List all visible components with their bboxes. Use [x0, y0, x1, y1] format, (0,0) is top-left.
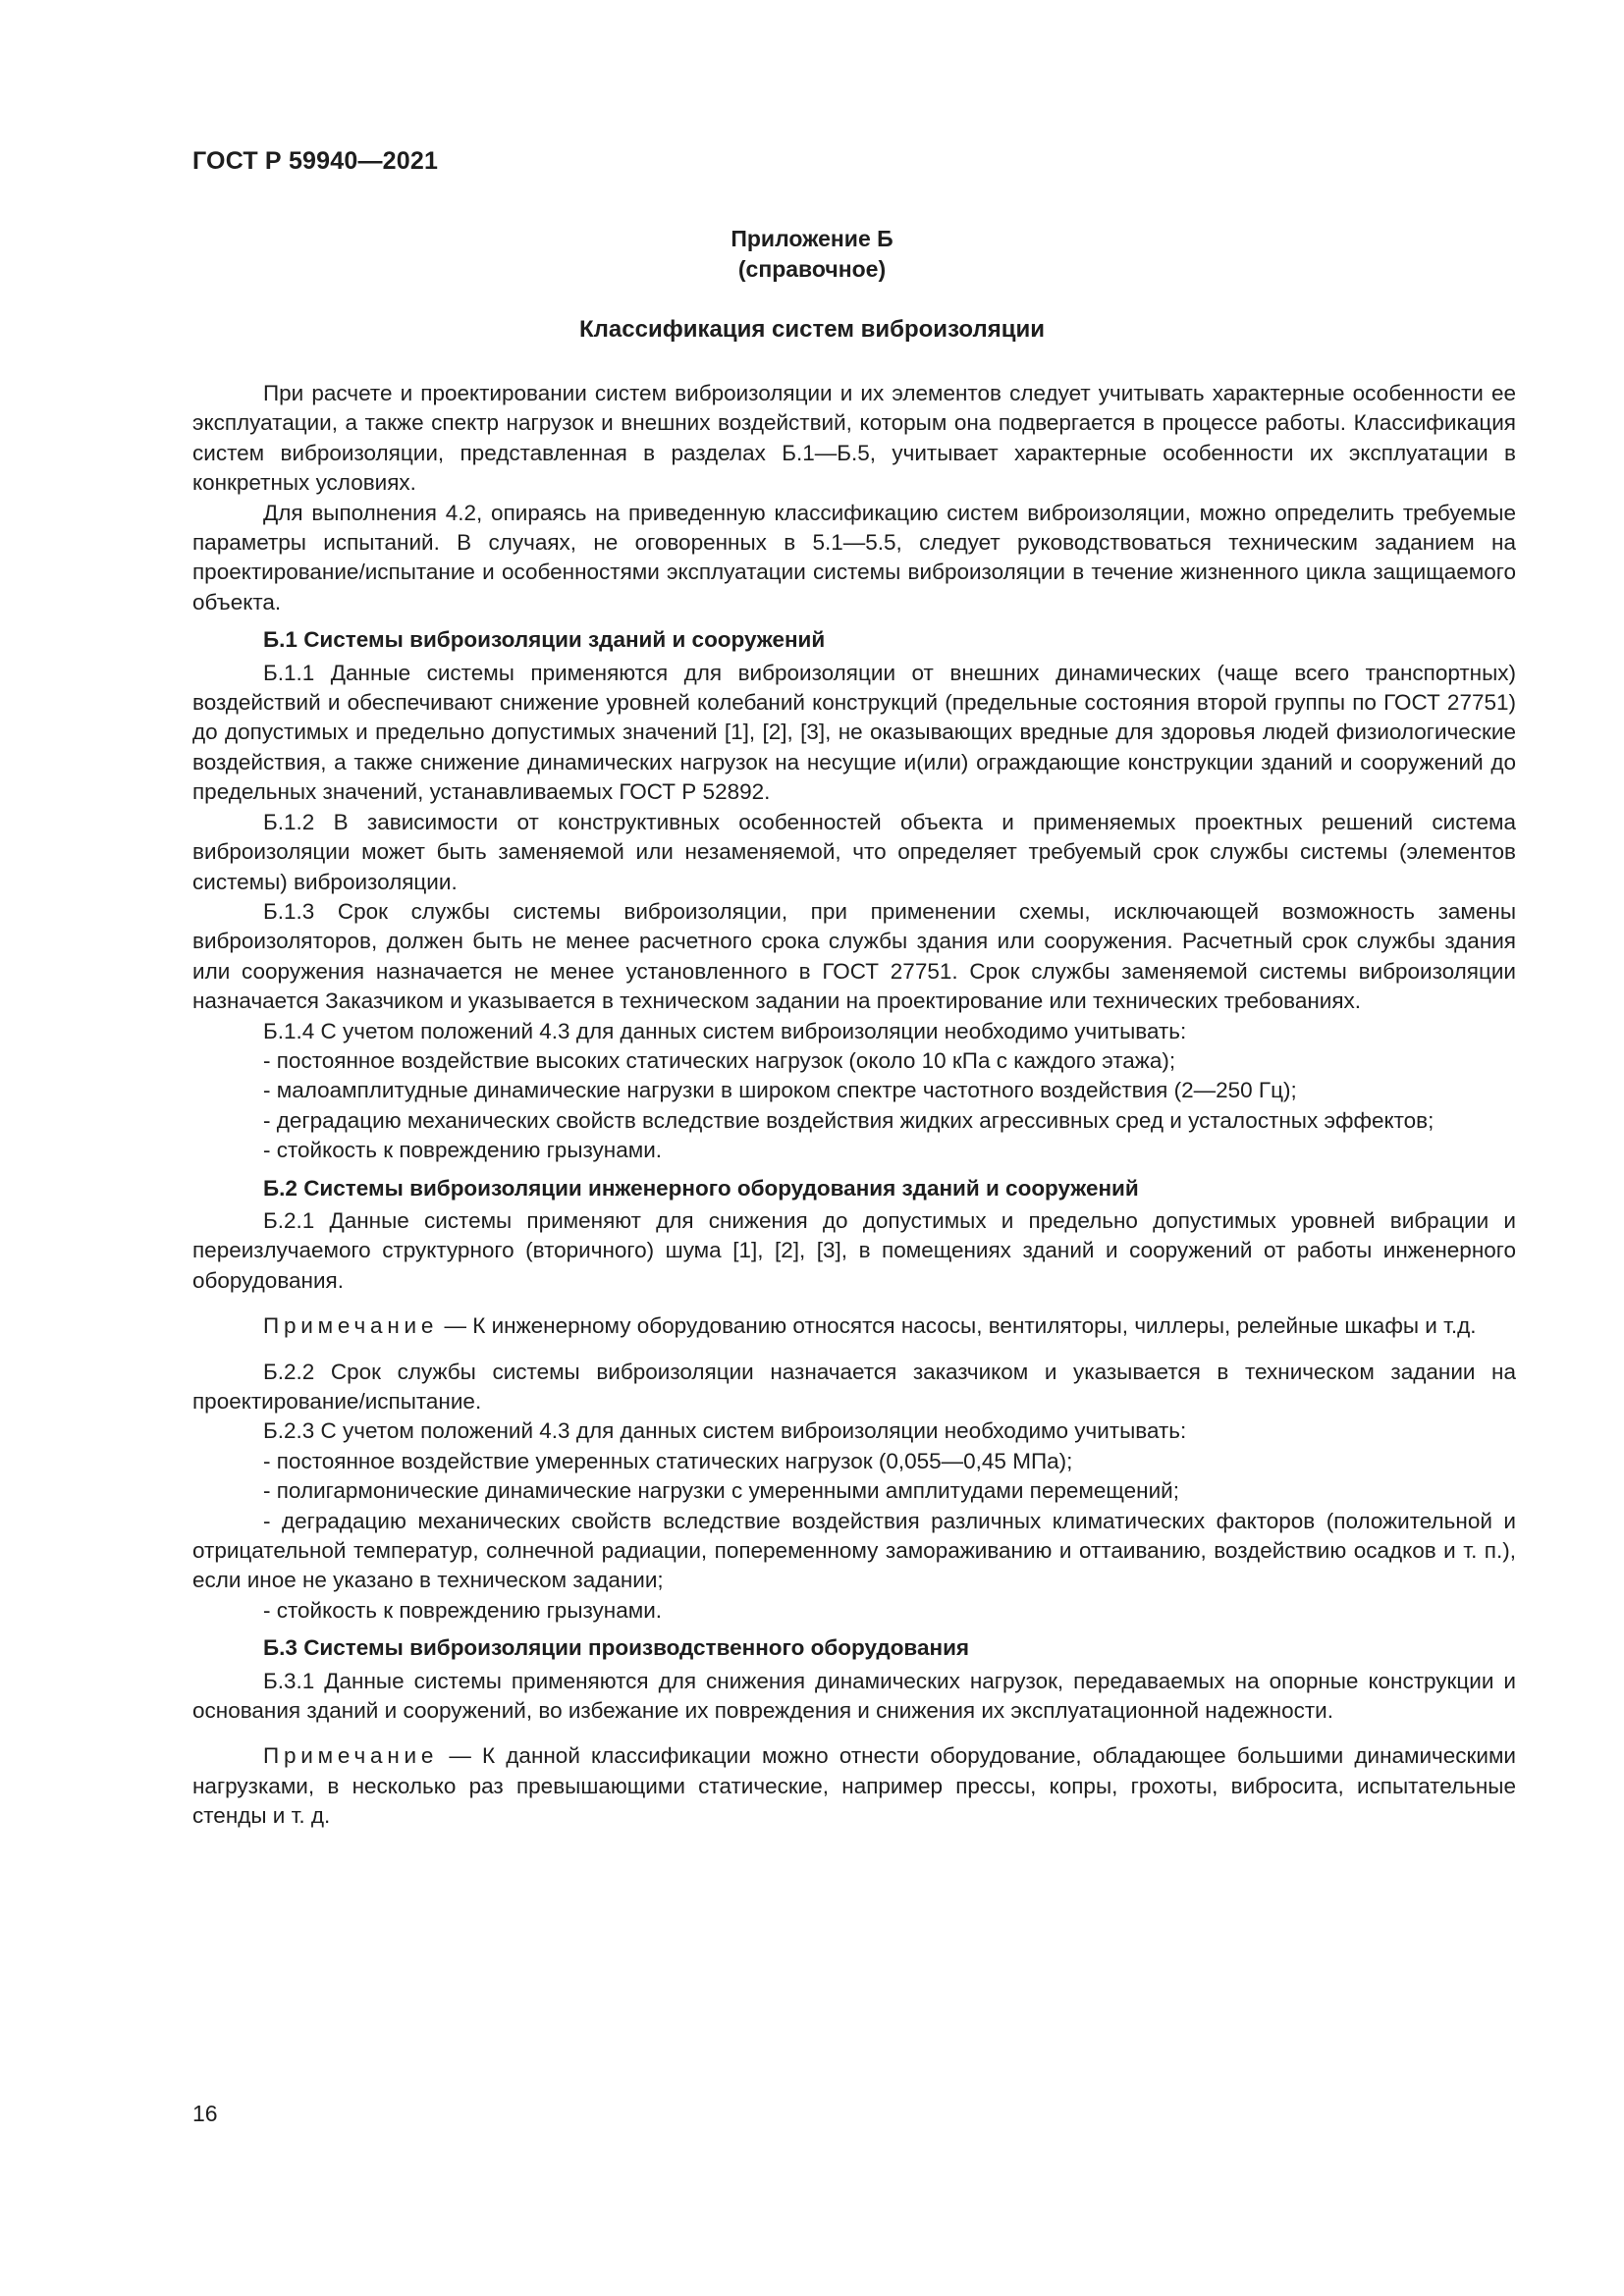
- list-item: - полигармонические динамические нагрузки с умеренными амплитудами перемещений;: [263, 1478, 1179, 1504]
- list-item: - деградацию механических свойств вследствие воздействия различных климатических факторов (положительной и отрицательной температур, солнечной радиации, попеременному замораживанию и оттаиванию, воздействию осадков и т. п.), если иное не указано в техническом задании;: [192, 1508, 1516, 1593]
- section-heading-b3: Б.3 Системы виброизоляции производственного оборудования: [263, 1635, 970, 1661]
- appendix-title: [0, 224, 1624, 285]
- note-b2: [192, 1311, 1516, 1341]
- page-title: Классификация систем виброизоляции: [579, 316, 1045, 343]
- list-item: - деградацию механических свойств вследствие воздействия жидких агрессивных сред и усталостных эффектов;: [263, 1107, 1435, 1133]
- note-text: — К инженерному оборудованию относятся насосы, вентиляторы, чиллеры, релейные шкафы и т.д.: [438, 1313, 1477, 1339]
- list-item: - стойкость к повреждению грызунами.: [263, 1138, 663, 1163]
- paragraph-b1-1: Б.1.1 Данные системы применяются для виброизоляции от внешних динамических (чаще всего транспортных) воздействий и обеспечивают снижение уровней колебаний конструкций (предельные состояния второй группы по ГОСТ 27751) до допустимых и предельно допустимых значений [1], [2], [3], не оказывающих вредные для здоровья людей физиологические воздействия, а также снижение динамических нагрузок на несущие и(или) ограждающие конструкции зданий и сооружений до предельных значений, устанавливаемых ГОСТ Р 52892.: [192, 660, 1516, 805]
- note-text: — К данной классификации можно отнести оборудование, обладающее большими динамическими нагрузками, в несколько раз превышающими статические, например прессы, копры, грохоты, вибросита, испытательные стенды и т. д.: [192, 1743, 1516, 1829]
- appendix-type: (справочное): [737, 256, 887, 282]
- intro-paragraph: Для выполнения 4.2, опираясь на приведенную классификацию систем виброизоляции, можно определить требуемые параметры испытаний. В случаях, не оговоренных в 5.1—5.5, следует руководствоваться техническим заданием на проектирование/испытание и особенностями эксплуатации системы виброизоляции в течение жизненного цикла защищаемого объекта.: [192, 500, 1516, 614]
- paragraph-b1-3: Б.1.3 Срок службы системы виброизоляции, при применении схемы, исключающей возможность замены виброизоляторов, должен быть не менее расчетного срока службы здания или сооружения. Расчетный срок службы здания или сооружения назначается не менее установленного в ГОСТ 27751. Срок службы заменяемой системы виброизоляции назначается Заказчиком и указывается в техническом задании на проектирование или технических требованиях.: [192, 898, 1516, 1014]
- section-heading-b2: Б.2 Системы виброизоляции инженерного оборудования зданий и сооружений: [263, 1175, 1139, 1201]
- list-item: - малоамплитудные динамические нагрузки в широком спектре частотного воздействия (2—250 Гц);: [263, 1078, 1297, 1103]
- note-b3: [192, 1741, 1516, 1831]
- paragraph-b2-3: Б.2.3 С учетом положений 4.3 для данных систем виброизоляции необходимо учитывать:: [263, 1418, 1187, 1444]
- paragraph-b2-2: Б.2.2 Срок службы системы виброизоляции назначается заказчиком и указывается в техническом задании на проектирование/испытание.: [192, 1359, 1516, 1414]
- intro-paragraph: При расчете и проектировании систем виброизоляции и их элементов следует учитывать характерные особенности ее эксплуатации, а также спектр нагрузок и внешних воздействий, которым она подвергается в процессе работы. Классификация систем виброизоляции, представленная в разделах Б.1—Б.5, учитывает характерные особенности их эксплуатации в конкретных условиях.: [192, 381, 1516, 496]
- paragraph-b2-1: Б.2.1 Данные системы применяют для снижения до допустимых и предельно допустимых уровней вибрации и переизлучаемого структурного (вторичного) шума [1], [2], [3], в помещениях зданий и сооружений от работы инженерного оборудования.: [192, 1207, 1516, 1293]
- paragraph-b1-4: Б.1.4 С учетом положений 4.3 для данных систем виброизоляции необходимо учитывать:: [263, 1018, 1187, 1043]
- document-body: [192, 379, 1516, 1847]
- appendix-label: Приложение Б: [731, 226, 893, 251]
- document-code-header: ГОСТ Р 59940—2021: [192, 147, 439, 175]
- list-item: - постоянное воздействие высоких статических нагрузок (около 10 кПа с каждого этажа);: [263, 1047, 1176, 1073]
- list-item: - стойкость к повреждению грызунами.: [263, 1597, 663, 1623]
- page-number: 16: [192, 2101, 218, 2126]
- list-item: - постоянное воздействие умеренных статических нагрузок (0,055—0,45 МПа);: [263, 1448, 1073, 1473]
- note-label: Примечание: [263, 1313, 439, 1339]
- section-heading-b1: Б.1 Системы виброизоляции зданий и сооружений: [263, 627, 826, 653]
- paragraph-b3-1: Б.3.1 Данные системы применяются для снижения динамических нагрузок, передаваемых на опорные конструкции и основания зданий и сооружений, во избежание их повреждения и снижения их эксплуатационной надежности.: [192, 1668, 1516, 1724]
- paragraph-b1-2: Б.1.2 В зависимости от конструктивных особенностей объекта и применяемых проектных решений система виброизоляции может быть заменяемой или незаменяемой, что определяет требуемый срок службы системы (элементов системы) виброизоляции.: [192, 809, 1516, 894]
- note-label: Примечание: [263, 1743, 439, 1769]
